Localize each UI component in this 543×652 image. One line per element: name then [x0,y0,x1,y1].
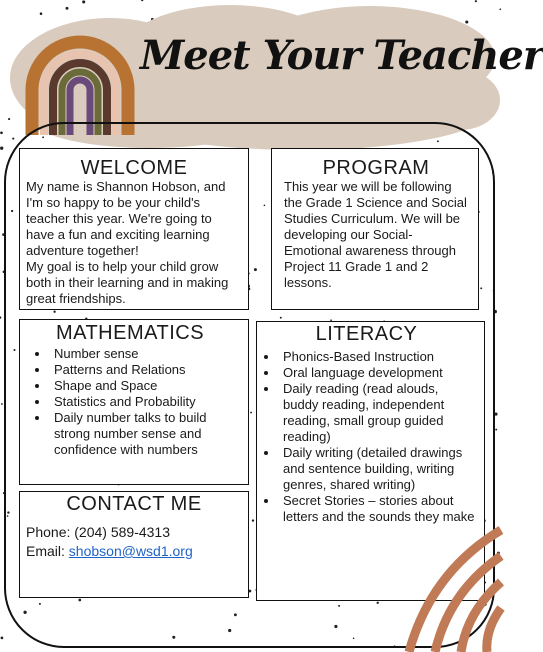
page-title: Meet Your Teacher [140,32,543,79]
list-item: • Daily writing (detailed drawings and sentence building, writing genres, shared writing) [279,445,476,493]
mathematics-heading: MATHEMATICS [55,322,205,344]
list-item: • Phonics-Based Instruction [279,349,476,365]
list-item: • Statistics and Probability [50,394,240,410]
program-heading: PROGRAM [322,157,430,179]
literacy-list [257,349,476,525]
program-text: This year we will be following the Grade 1 Science and Social Studies Curriculum. We will be developing our Social-Emotional awareness through Project 11 Grade 1 and 2 lessons. [284,179,467,290]
contact-phone: Phone: (204) 589-4313 [26,524,170,540]
list-item: • Oral language development [279,365,476,381]
list-item: • Patterns and Relations [50,362,240,378]
list-item: • Number sense [50,346,240,362]
list-item: • Daily number talks to build strong number sense and confidence with numbers [50,410,240,458]
welcome-paragraph-1: My name is Shannon Hobson, and I'm so happy to be your child's teacher this year. We're going to have a fun and exciting learning adventure together! [26,179,226,258]
contact-box [19,491,249,598]
mathematics-list [20,346,240,458]
welcome-box [19,148,249,310]
welcome-paragraph-2: My goal is to help your child grow both in their learning and in making great friendships. [26,259,229,306]
literacy-heading: LITERACY [315,323,418,345]
mathematics-box [19,319,249,485]
polka-dot [1,403,3,405]
contact-email-link[interactable]: shobson@wsd1.org [68,543,193,559]
list-item: • Daily reading (read alouds, buddy reading, independent reading, small group guided reading) [279,381,476,445]
program-box [271,148,479,310]
list-item: • Secret Stories – stories about letters and the sounds they make [279,493,476,525]
contact-email-line [26,542,242,561]
decorative-stripes [391,512,501,652]
welcome-heading: WELCOME [80,157,188,179]
polka-dot [1,637,4,640]
contact-email-label: Email: [26,543,69,559]
polka-dot [495,429,497,431]
list-item: • Shape and Space [50,378,240,394]
polka-dot [0,316,1,318]
contact-heading: CONTACT ME [66,493,202,515]
